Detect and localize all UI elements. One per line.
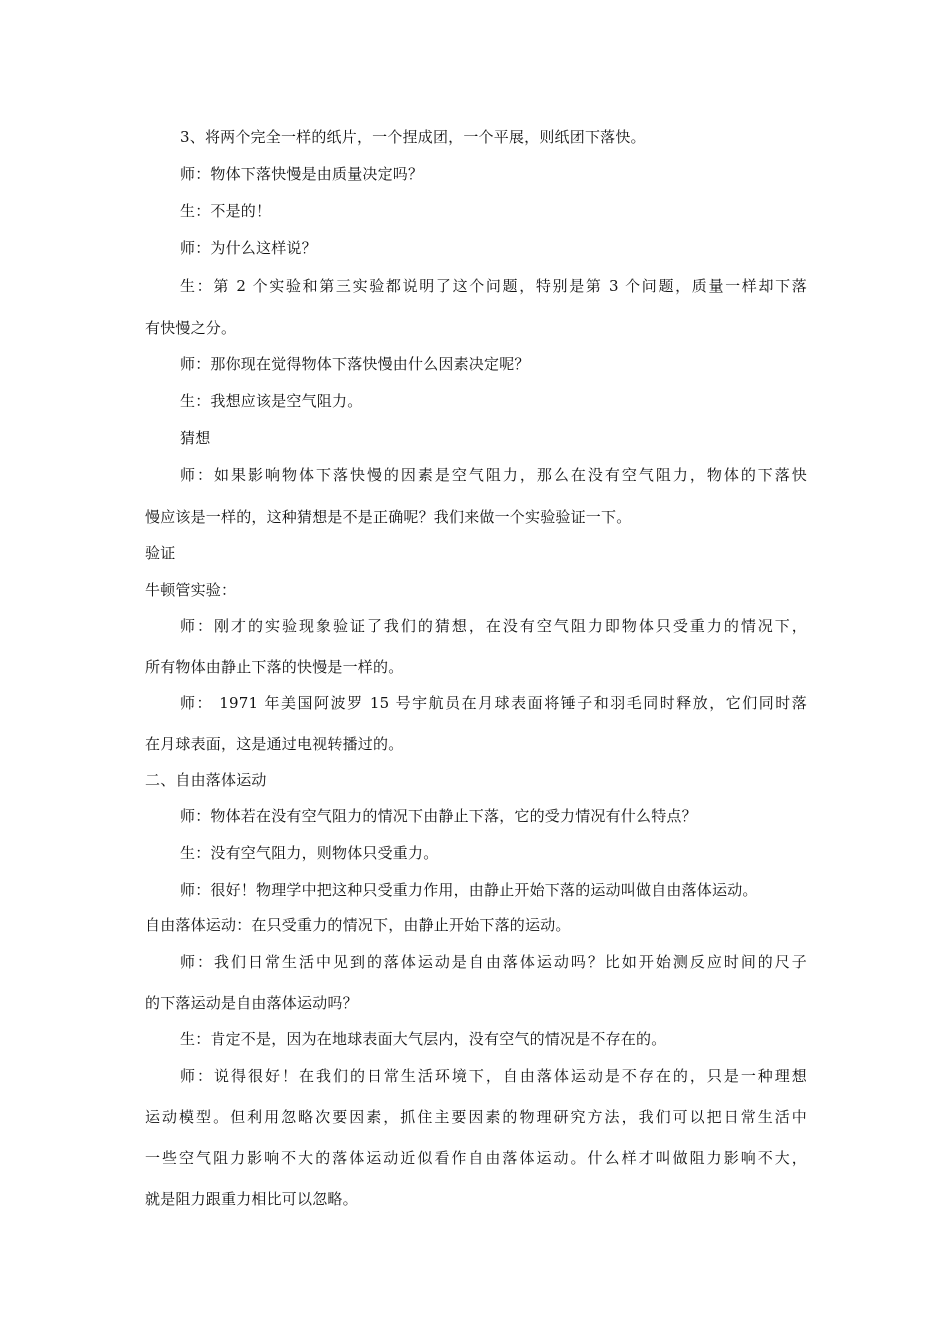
text-line: 运动模型。但利用忽略次要因素，抓住主要因素的物理研究方法，我们可以把日常生活中 [145,1108,807,1126]
definition-line: 自由落体运动：在只受重力的情况下，由静止开始下落的运动。 [145,916,571,934]
text-line: 生：没有空气阻力，则物体只受重力。 [180,844,439,862]
text-line: 有快慢之分。 [145,319,237,337]
text-line: 就是阻力跟重力相比可以忽略。 [145,1190,358,1208]
text-line: 师：那你现在觉得物体下落快慢由什么因素决定呢？ [180,355,530,373]
section-heading: 验证 [145,544,176,562]
text-line: 生：不是的！ [180,202,272,220]
text-line: 师：物体下落快慢是由质量决定吗？ [180,165,424,183]
text-line: 师：物体若在没有空气阻力的情况下由静止下落，它的受力情况有什么特点？ [180,807,697,825]
text-line: 师：刚才的实验现象验证了我们的猜想，在没有空气阻力即物体只受重力的情况下， [180,617,807,635]
text-line: 一些空气阻力影响不大的落体运动近似看作自由落体运动。什么样才叫做阻力影响不大， [145,1149,807,1167]
text-line: 3、将两个完全一样的纸片，一个捏成团，一个平展，则纸团下落快。 [180,128,646,146]
section-heading: 二、自由落体运动 [145,771,267,789]
text-line: 慢应该是一样的，这种猜想是不是正确呢？我们来做一个实验验证一下。 [145,508,632,526]
text-line: 生：肯定不是，因为在地球表面大气层内，没有空气的情况是不存在的。 [180,1030,667,1048]
text-line: 所有物体由静止下落的快慢是一样的。 [145,658,404,676]
text-line: 在月球表面，这是通过电视转播过的。 [145,735,404,753]
text-line: 师：如果影响物体下落快慢的因素是空气阻力，那么在没有空气阻力，物体的下落快 [180,466,807,484]
text-line: 生：我想应该是空气阻力。 [180,392,363,410]
text-line: 师：我们日常生活中见到的落体运动是自由落体运动吗？比如开始测反应时间的尺子 [180,953,807,971]
text-line: 师：为什么这样说？ [180,239,317,257]
text-line: 牛顿管实验： [145,581,237,599]
text-line: 的下落运动是自由落体运动吗？ [145,994,358,1012]
section-heading: 猜想 [180,429,211,447]
text-line: 师：说得很好！在我们的日常生活环境下，自由落体运动是不存在的，只是一种理想 [180,1067,807,1085]
text-line: 师：很好！物理学中把这种只受重力作用，由静止开始下落的运动叫做自由落体运动。 [180,881,758,899]
text-line: 师： 1971 年美国阿波罗 15 号宇航员在月球表面将锤子和羽毛同时释放，它们同时落 [180,694,807,712]
text-line: 生：第 2 个实验和第三实验都说明了这个问题，特别是第 3 个问题，质量一样却下落 [180,277,807,295]
